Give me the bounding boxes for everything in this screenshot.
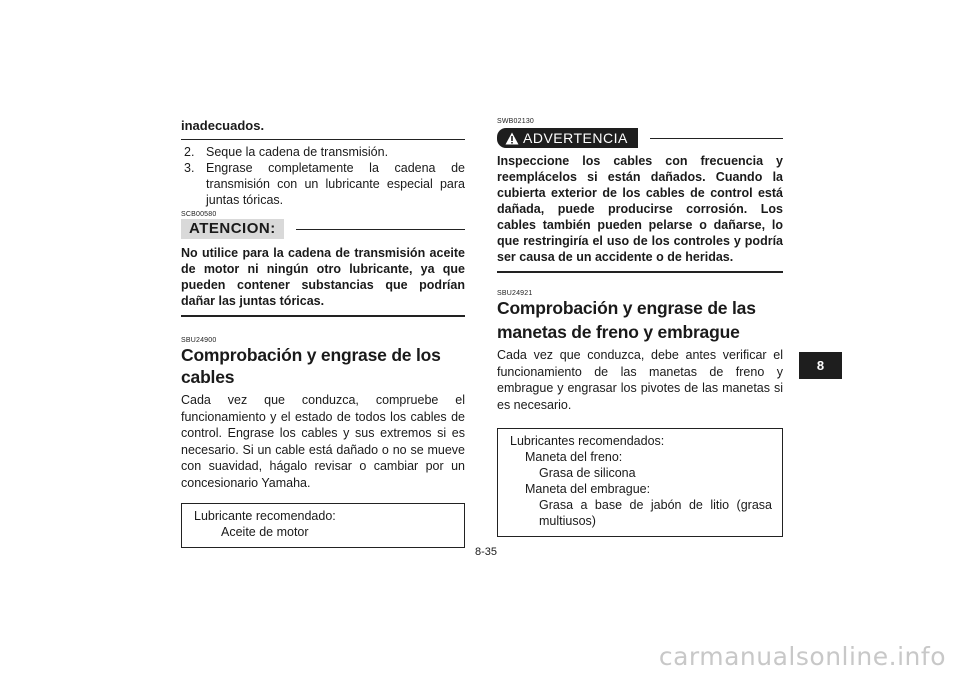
- section-title-line-2: manetas de freno y embrague: [497, 322, 740, 342]
- divider: [296, 229, 465, 230]
- section-title-line-1: Comprobación y engrase de las: [497, 298, 756, 318]
- section-title: Comprobación y engrase de los cables: [181, 345, 441, 387]
- lubricants-title: Lubricantes recomendados:: [510, 434, 665, 448]
- right-column: [497, 118, 783, 537]
- brake-lever-lubricant: Grasa de silicona: [539, 466, 636, 480]
- notice-text: No utilice para la cadena de transmisión aceite de motor ni ningún otro lubricante, ya que pueden contener substancias que podrían dañar las juntas tóricas.: [181, 246, 465, 308]
- clutch-lever-lubricant: Grasa a base de jabón de litio (grasa multiusos): [539, 498, 772, 528]
- warning-label-box: [497, 128, 638, 148]
- lubricant-box: [181, 503, 465, 548]
- divider: [181, 315, 465, 317]
- divider: [650, 138, 783, 139]
- brake-lever-label: Maneta del freno:: [525, 450, 623, 464]
- chapter-tab: 8: [799, 352, 842, 379]
- lubricant-item: Aceite de motor: [221, 525, 309, 539]
- steps-list: [181, 144, 465, 208]
- warning-header: [497, 128, 783, 148]
- page-number: 8-35: [474, 546, 498, 558]
- notice-header: [181, 219, 465, 239]
- divider: [181, 139, 465, 140]
- warning-text: Inspeccione los cables con frecuencia y reemplácelos si están dañados. Cuando la cubierta exterior de los cables de control está dañada, puede producirse corrosión. Los cables también pueden pelarse o dañarse, lo que restringiría el uso de los controles y podría ser causa de un accidente o de heridas.: [497, 154, 783, 264]
- list-item: 3. Engrase completamente la cadena de transmisión con un lubricante especial para juntas tóricas.: [184, 161, 465, 207]
- warning-triangle-icon: [505, 132, 519, 145]
- section-body: Cada vez que conduzca, debe antes verificar el funcionamiento de las manetas de freno y embrague y engrasar los pivotes de las manetas si es necesario.: [497, 348, 783, 412]
- notice-code: SCB00580: [181, 211, 217, 218]
- section-code: SBU24921: [497, 290, 533, 297]
- lubricants-box: [497, 428, 783, 537]
- continued-text: inadecuados.: [181, 118, 265, 133]
- warning-label: ADVERTENCIA: [523, 130, 628, 146]
- clutch-lever-label: Maneta del embrague:: [525, 482, 651, 496]
- watermark: carmanualsonline.info: [658, 642, 946, 671]
- lubricant-title: Lubricante recomendado:: [194, 509, 336, 523]
- divider: [497, 271, 783, 273]
- notice-label: ATENCION:: [181, 219, 284, 239]
- left-column: [181, 118, 465, 548]
- list-item: 2. Seque la cadena de transmisión.: [184, 145, 389, 159]
- warning-code: SWB02130: [497, 118, 535, 125]
- section-body: Cada vez que conduzca, compruebe el funcionamiento y el estado de todos los cables de control. Engrase los cables y sus extremos si es necesario. Si un cable está dañado o no se mueve con suavidad, hágalo revisar o cambiar por un concesionario Yamaha.: [181, 393, 465, 490]
- section-code: SBU24900: [181, 337, 217, 344]
